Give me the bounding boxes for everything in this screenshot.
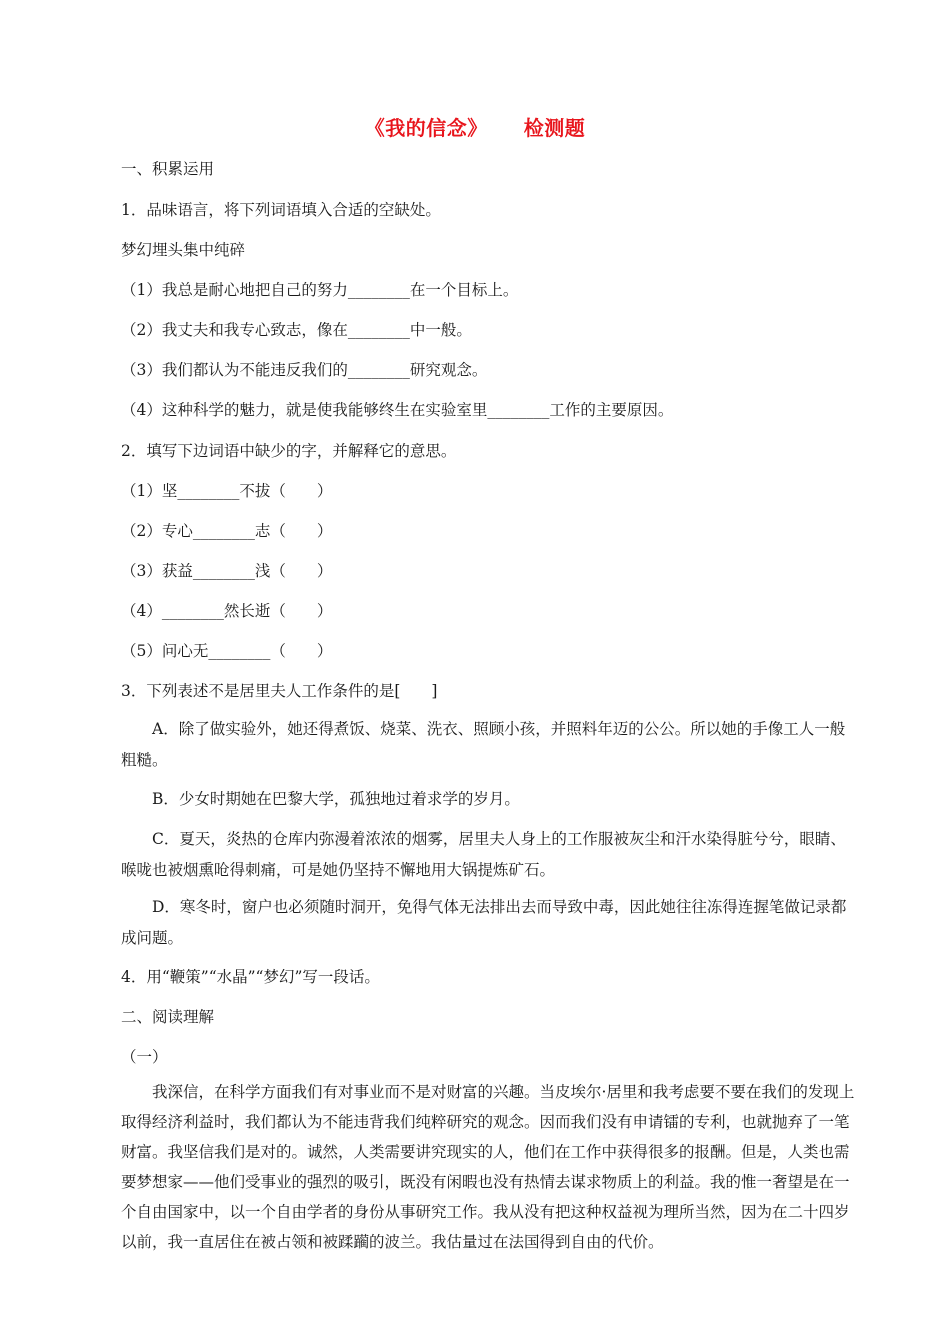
question-1-item: （3）我们都认为不能违反我们的________研究观念。 bbox=[121, 361, 488, 379]
question-3-option-d: D．寒冬时，窗户也必须随时洞开，免得气体无法排出去而导致中毒，因此她往往冻得连握笔做记录都成问题。 bbox=[121, 898, 847, 947]
reading-part-label: （一） bbox=[121, 1048, 168, 1066]
reading-passage: 我深信，在科学方面我们有对事业而不是对财富的兴趣。当皮埃尔·居里和我考虑要不要在我们的发现上取得经济利益时，我们都认为不能违背我们纯粹研究的观念。因而我们没有申请镭的专利，也就抛弃了一笔财富。我坚信我们是对的。诚然，人类需要讲究现实的人，他们在工作中获得很多的报酬。但是，人类也需要梦想家——他们受事业的强烈的吸引，既没有闲暇也没有热情去谋求物质上的利益。我的惟一奢望是在一个自由国家中，以一个自由学者的身份从事研究工作。我从没有把这种权益视为理所当然，因为在二十四岁以前，我一直居住在被占领和被蹂躏的波兰。我估量过在法国得到自由的代价。 bbox=[121, 1083, 855, 1251]
title-part1: 《我的信念》 bbox=[364, 116, 488, 140]
question-2-item: （5）问心无________（ ） bbox=[121, 642, 333, 660]
question-2-item: （3）获益________浅（ ） bbox=[121, 562, 333, 580]
question-2-stem: 2．填写下边词语中缺少的字，并解释它的意思。 bbox=[121, 442, 457, 460]
question-2-item: （1）坚________不拔（ ） bbox=[121, 482, 333, 500]
question-1-item: （1）我总是耐心地把自己的努力________在一个目标上。 bbox=[121, 281, 519, 299]
section-heading-1: 一、积累运用 bbox=[121, 160, 215, 178]
question-4-stem: 4．用“鞭策”“水晶”“梦幻”写一段话。 bbox=[121, 968, 380, 986]
question-1-word-list: 梦幻埋头集中纯碎 bbox=[121, 241, 246, 259]
question-3-option-b: B．少女时期她在巴黎大学，孤独地过着求学的岁月。 bbox=[152, 790, 520, 808]
question-1-item: （2）我丈夫和我专心致志，像在________中一般。 bbox=[121, 321, 472, 339]
question-3-option-c: C．夏天，炎热的仓库内弥漫着浓浓的烟雾，居里夫人身上的工作服被灰尘和汗水染得脏兮兮，眼睛、喉咙也被烟熏呛得刺痛，可是她仍坚持不懈地用大锅提炼矿石。 bbox=[121, 830, 846, 879]
question-1-item: （4）这种科学的魅力，就是使我能够终生在实验室里________工作的主要原因。 bbox=[121, 401, 674, 419]
question-3-stem: 3．下列表述不是居里夫人工作条件的是[ ] bbox=[121, 682, 438, 700]
question-2-item: （4）________然长逝（ ） bbox=[121, 602, 333, 620]
question-1-stem: 1．品味语言，将下列词语填入合适的空缺处。 bbox=[121, 201, 441, 219]
section-heading-2: 二、阅读理解 bbox=[121, 1008, 215, 1026]
question-2-item: （2）专心________志（ ） bbox=[121, 522, 333, 540]
title-part2: 检测题 bbox=[523, 116, 586, 140]
question-3-option-a: A．除了做实验外，她还得煮饭、烧菜、洗衣、照顾小孩，并照料年迈的公公。所以她的手像工人一般粗糙。 bbox=[121, 720, 846, 769]
page-title bbox=[0, 112, 950, 141]
